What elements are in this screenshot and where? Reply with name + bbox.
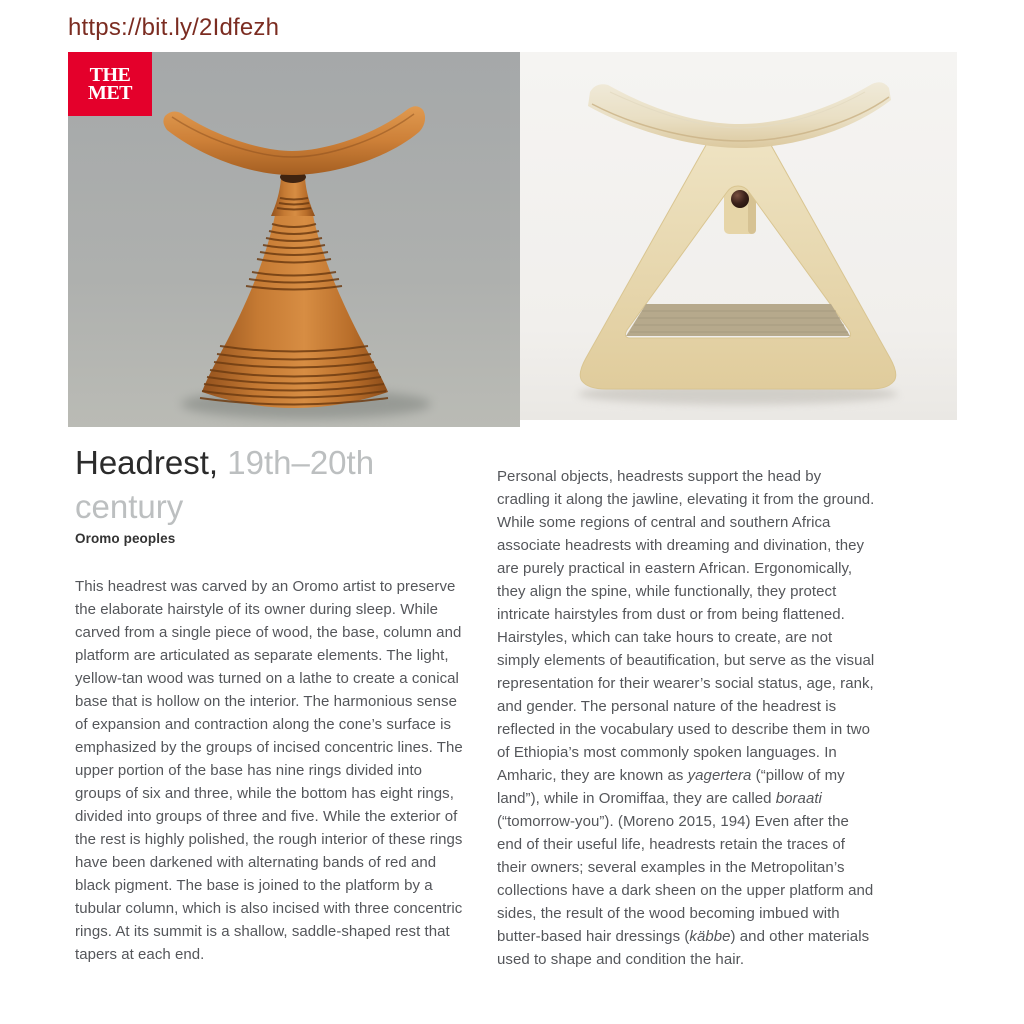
met-logo-line1: THE [89, 64, 131, 86]
small-dark-sphere [731, 190, 749, 208]
stool-illustration [520, 52, 957, 420]
right-col-part2: (“pillow of my land”), while in Oromiffaa, they are called [497, 767, 845, 807]
right-col-part1: Personal objects, headrests support the head by cradling it along the jawline, elevating it from the ground. While some regions of central and southern Africa associate headrests with dreaming and divination, they are purely practical in eastern African. Ergonomically, they align the spine, while functionally, they protect intricate hairstyles from dust or from being flattened. Hairstyles, which can take hours to create, are not simply elements of beautification, but serve as the visual representation for their wearer’s social status, age, rank, and gender. The personal nature of the headrest is reflected in the vocabulary used to describe them in two of Ethiopia’s most commonly spoken languages. In Amharic, they are known as [497, 468, 875, 784]
title-date: 19th–20th century [75, 444, 375, 525]
right-col-part3: (“tomorrow-you”). (Moreno 2015, 194) Even after the end of their useful life, headrests retain the traces of their owners; several examples in the Metropolitan’s collections have a dark sheen on the upper platform and sides, the result of the wood becoming imbued with butter-based hair dressings ( [497, 813, 874, 945]
culture-label: Oromo peoples [75, 531, 176, 546]
right-col-part4: ) and other materials used to shape and condition the hair. [497, 928, 870, 968]
met-logo [68, 52, 152, 116]
term-yagertera: yagertera [687, 767, 752, 784]
stool-inner-shelf [626, 304, 850, 336]
page-title [75, 441, 447, 529]
description-left-column: This headrest was carved by an Oromo artist to preserve the elaborate hairstyle of its owner during sleep. While carved from a single piece of wood, the base, column and platform are articulated as separate elements. The light, yellow-tan wood was turned on a lathe to create a conical base that is hollow on the interior. The harmonious sense of expansion and contraction along the cone’s surface is emphasized by the groups of incised concentric lines. The upper portion of the base has nine rings divided into groups of six and three, while the bottom has eight rings, divided into groups of three and five. While the exterior of the rest is highly polished, the rough interior of these rings have been darkened with alternating bands of red and black pigment. The base is joined to the platform by a tubular column, which is also incised with three concentric rings. At its summit is a shallow, saddle-shaped rest that tapers at each end. [75, 578, 463, 963]
met-logo-line2: MET [87, 82, 133, 104]
title-object-name: Headrest, [75, 444, 219, 481]
term-boraati: boraati [775, 790, 822, 807]
term-kabbe: käbbe [689, 928, 731, 945]
description-right-column [497, 465, 875, 971]
bitly-link[interactable]: https://bit.ly/2Idfezh [68, 14, 280, 41]
right-artifact-photo [520, 52, 957, 420]
